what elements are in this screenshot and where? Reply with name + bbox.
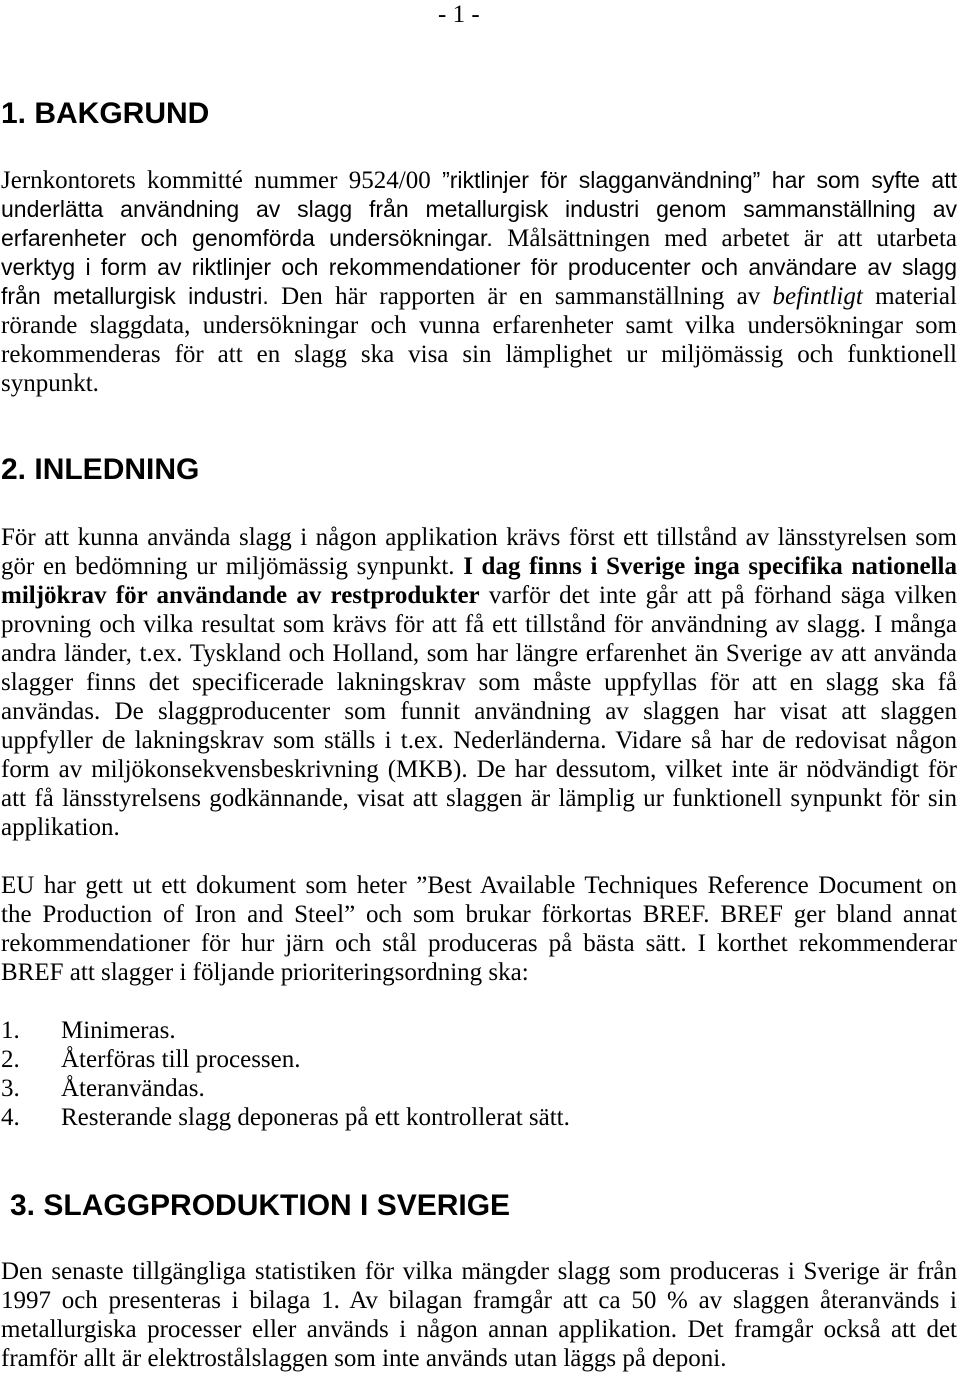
text-line <box>1 282 957 311</box>
priority-list <box>1 1016 957 1132</box>
text-line: applikation. <box>1 814 120 841</box>
list-text: Återföras till processen. <box>61 1046 301 1073</box>
text-segment: gör en bedömning ur miljömässig synpunkt. <box>1 553 464 580</box>
text-line: att få länsstyrelsens godkännande, visat att slaggen är lämplig ur funktionell synpunkt för sin <box>1 785 957 812</box>
text-line: rekommendationer för hur järn och stål produceras på bästa sätt. I korthet rekommenderar <box>1 930 957 957</box>
list-number: 2. <box>1 1046 20 1073</box>
text-segment: material <box>862 283 957 310</box>
text-segment: Jernkontorets kommitté nummer 9524/00 <box>1 167 443 194</box>
text-segment: Den här rapporten är en sammanställning av <box>281 283 773 310</box>
text-line <box>1 552 957 581</box>
list-item <box>1 1016 957 1045</box>
heading-slaggproduktion: 3. SLAGGPRODUKTION I SVERIGE <box>10 1189 511 1222</box>
text-line: EU har gett ut ett dokument som heter ”Best Available Techniques Reference Document on <box>1 872 957 899</box>
list-number: 3. <box>1 1075 20 1102</box>
list-item <box>1 1045 957 1074</box>
text-line: För att kunna använda slagg i någon applikation krävs först ett tillstånd av länsstyrelsen som <box>1 524 957 551</box>
text-line: uppfyller de lakningskrav som ställs i t.ex. Nederländerna. Vidare så har de redovisat någon <box>1 727 957 754</box>
bold-text: miljökrav för användande av restprodukter <box>1 582 480 609</box>
italic-text: befintligt <box>772 283 863 310</box>
text-segment-sans: från metallurgisk industri. <box>1 283 282 309</box>
list-item <box>1 1074 957 1103</box>
paragraph-inledning <box>1 523 957 842</box>
text-line: Den senaste tillgängliga statistiken för vilka mängder slagg som produceras i Sverige är från <box>1 1258 957 1285</box>
text-line: slagger finns det specificerade lakningskrav som måste uppfyllas för att en slagg ska få <box>1 669 957 696</box>
text-segment-sans: erfarenheter och genomförda undersökningar. <box>1 225 508 251</box>
text-line: användas. De slaggproducenter som funnit användning av slaggen har visat att slaggen <box>1 698 957 725</box>
bold-text: I dag finns i Sverige inga specifika nationella <box>463 553 957 580</box>
text-line: provning och vilka resultat som krävs för att få ett tillstånd för användning av slagg. I många <box>1 611 957 638</box>
text-line: rekommenderas för att en slagg ska visa sin lämplighet ur miljömässig och funktionell <box>1 341 957 368</box>
text-line: 1997 och presenteras i bilaga 1. Av bilagan framgår att ca 50 % av slaggen återanvänds i <box>1 1287 957 1314</box>
list-text: Resterande slagg deponeras på ett kontrollerat sätt. <box>61 1104 570 1131</box>
text-line: verktyg i form av riktlinjer och rekommendationer för producenter och användare av slagg <box>1 254 957 280</box>
text-line: synpunkt. <box>1 370 99 397</box>
text-line <box>1 166 957 195</box>
text-line: framför allt är elektrostålslaggen som inte används utan läggs på deponi. <box>1 1345 727 1372</box>
page-number: - 1 - <box>438 1 480 28</box>
text-line: andra länder, t.ex. Tyskland och Holland, som har längre erfarenhet än Sverige av att använda <box>1 640 957 667</box>
text-line: BREF att slagger i följande prioriteringsordning ska: <box>1 959 529 986</box>
text-segment-sans: ”riktlinjer för slagganvändning” har som syfte att <box>442 167 957 193</box>
list-text: Återanvändas. <box>61 1075 205 1102</box>
text-line <box>1 581 957 610</box>
list-text: Minimeras. <box>61 1017 176 1044</box>
list-number: 1. <box>1 1017 20 1044</box>
heading-bakgrund: 1. BAKGRUND <box>1 97 210 130</box>
list-item <box>1 1103 957 1132</box>
heading-inledning: 2. INLEDNING <box>1 453 200 486</box>
list-number: 4. <box>1 1104 20 1131</box>
text-segment: Målsättningen med arbetet är att utarbeta <box>507 225 957 252</box>
text-line: the Production of Iron and Steel” och som brukar förkortas BREF. BREF ger bland annat <box>1 901 957 928</box>
paragraph-bref <box>1 871 957 987</box>
text-line: underlätta användning av slagg från metallurgisk industri genom sammanställning av <box>1 196 957 222</box>
paragraph-bakgrund <box>1 166 957 398</box>
text-line <box>1 224 957 253</box>
text-line: form av miljökonsekvensbeskrivning (MKB). De har dessutom, vilket inte är nödvändigt för <box>1 756 957 783</box>
text-line: metallurgiska processer eller används i någon annan applikation. Det framgår också att det <box>1 1316 957 1343</box>
paragraph-slaggproduktion <box>1 1257 957 1373</box>
text-line: rörande slaggdata, undersökningar och vunna erfarenheter samt vilka undersökningar som <box>1 312 957 339</box>
text-segment: varför det inte går att på förhand säga vilken <box>479 582 957 609</box>
